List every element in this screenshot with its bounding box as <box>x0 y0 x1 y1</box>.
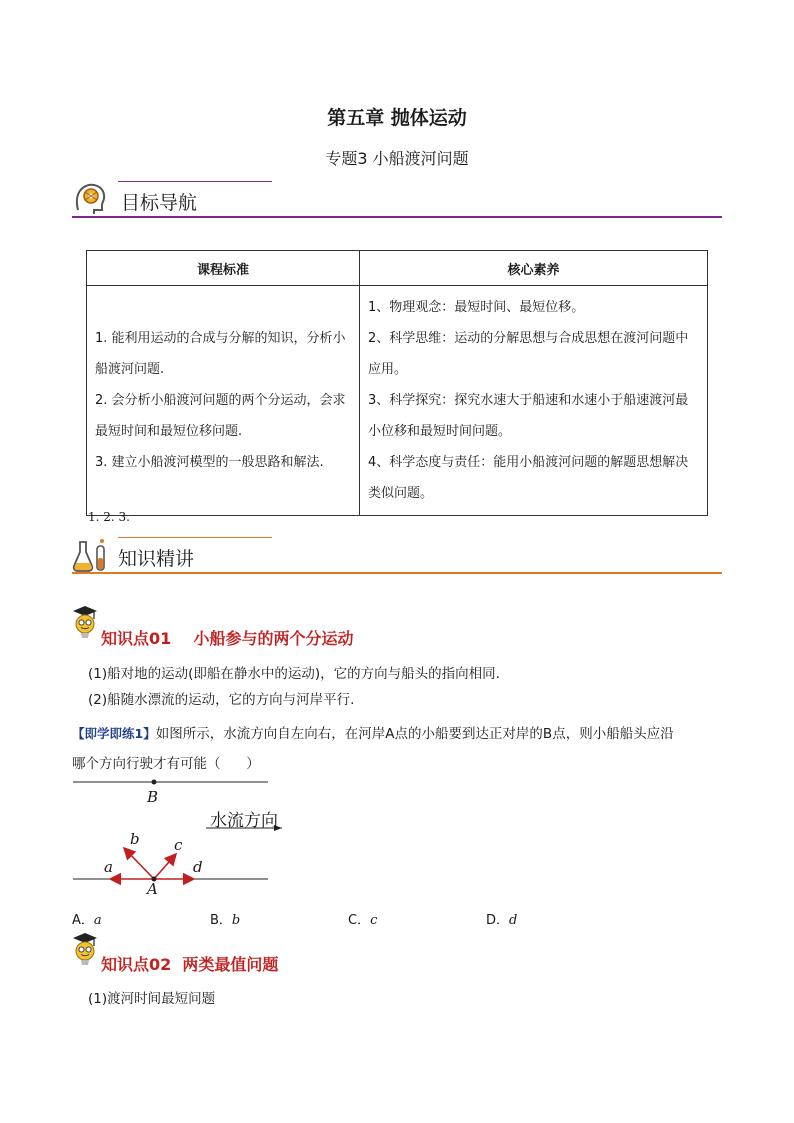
list-item: 2. 会分析小船渡河问题的两个分运动，会求最短时间和最短位移问题. <box>95 393 346 439</box>
label-a-point: A <box>147 880 158 898</box>
kp1-line-1: (1)船对地的运动(即船在静水中的运动)，它的方向与船头的指向相同. <box>88 666 500 682</box>
label-c-arrow: c <box>174 836 183 854</box>
stray-numbering: 1. 2. 3. <box>88 510 130 524</box>
section-knowledge-header <box>72 532 722 576</box>
option-key: A． <box>72 913 94 928</box>
option-a[interactable] <box>72 909 102 928</box>
lab-flask-icon <box>72 536 110 574</box>
section-top-line <box>118 537 272 538</box>
list-item: 3、科学探究：探究水速大于船速和水速小于船速渡河最小位移和最短时间问题。 <box>368 393 689 439</box>
option-value: b <box>231 913 241 928</box>
arrow-c <box>154 854 176 879</box>
kp1-line-2: (2)船随水漂流的运动，它的方向与河岸平行. <box>88 692 355 708</box>
header-course-standard: 课程标准 <box>87 251 360 286</box>
list-item: 1、物理观念：最短时间、最短位移。 <box>368 300 585 315</box>
table-header-row <box>87 251 708 286</box>
option-value: c <box>370 913 378 928</box>
exercise-question-line-1: 如图所示，水流方向自左向右，在河岸A点的小船要到达正对岸的B点，则小船船头应沿 <box>155 726 674 742</box>
list-item: 1. 能利用运动的合成与分解的知识，分析小船渡河问题. <box>95 331 346 377</box>
option-key: B． <box>210 913 232 928</box>
head-gears-icon <box>72 180 108 216</box>
list-item: 2、科学思维：运动的分解思想与合成思想在渡河问题中应用。 <box>368 331 689 377</box>
exercise-tag: 【即学即练1】 <box>72 726 156 741</box>
option-d[interactable] <box>486 909 517 928</box>
section-knowledge-title: 知识精讲 <box>118 548 195 570</box>
option-c[interactable] <box>348 909 377 928</box>
table-row <box>87 286 708 516</box>
option-value: a <box>93 913 102 928</box>
standards-table <box>86 250 708 516</box>
point-b <box>152 780 157 785</box>
section-top-line <box>118 181 272 182</box>
label-b-arrow: b <box>130 830 140 848</box>
section-underline <box>72 216 722 218</box>
kp2-line-1: (1)渡河时间最短问题 <box>88 991 216 1007</box>
scholar-icon <box>70 604 100 640</box>
label-d-arrow: d <box>193 858 203 876</box>
course-standard-cell <box>87 286 360 516</box>
flow-direction-label: 水流方向 <box>210 811 278 831</box>
section-underline <box>72 572 722 574</box>
scholar-icon <box>70 931 100 967</box>
section-goal-header <box>72 176 722 220</box>
header-core-literacy: 核心素养 <box>360 251 708 286</box>
arrow-b <box>124 848 154 879</box>
exercise-question-line-2: 哪个方向行驶才有可能（ ） <box>72 756 260 772</box>
exercise-question <box>72 722 732 742</box>
list-item: 3. 建立小船渡河模型的一般思路和解法. <box>95 455 324 470</box>
option-key: C． <box>348 913 371 928</box>
knowledge-point-01-title: 知识点01 小船参与的两个分运动 <box>101 629 354 648</box>
option-value: d <box>509 913 518 928</box>
chapter-title: 第五章 抛体运动 <box>327 107 467 129</box>
subtitle: 专题3 小船渡河问题 <box>325 149 469 168</box>
option-key: D． <box>486 913 510 928</box>
knowledge-point-02-title: 知识点02 两类最值问题 <box>101 955 279 974</box>
label-b-point: B <box>147 788 159 806</box>
label-a-arrow: a <box>104 858 113 876</box>
option-b[interactable] <box>210 909 240 928</box>
core-literacy-cell <box>360 286 708 516</box>
list-item: 4、科学态度与责任：能用小船渡河问题的解题思想解决类似问题。 <box>368 455 689 501</box>
section-goal-title: 目标导航 <box>121 192 198 214</box>
